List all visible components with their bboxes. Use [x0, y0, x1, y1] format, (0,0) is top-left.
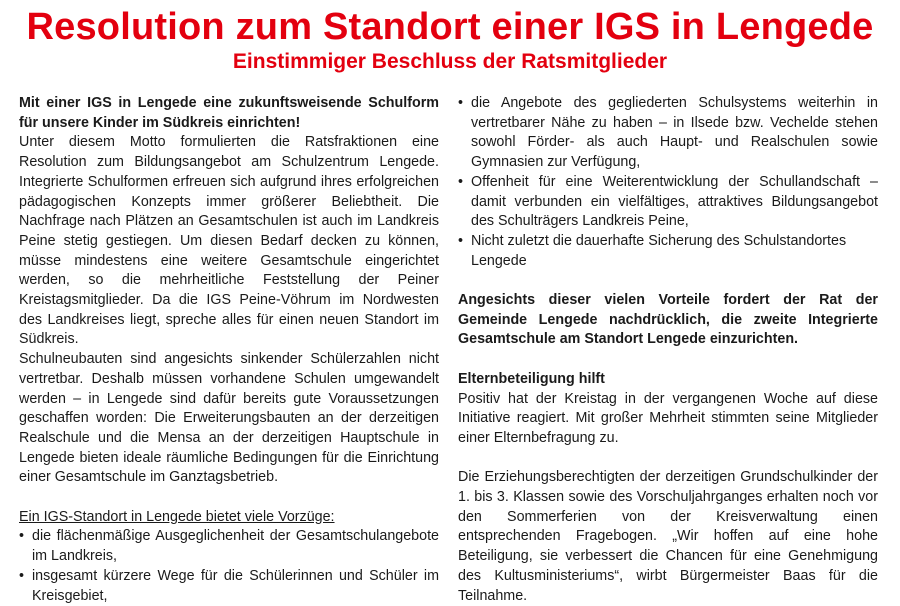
bullet-icon: •	[19, 567, 25, 584]
spacer	[458, 271, 878, 291]
spacer	[19, 488, 439, 508]
advantages-list-part2	[458, 94, 878, 271]
bullet-icon: •	[458, 232, 464, 249]
lead-paragraph: Mit einer IGS in Lengede eine zukunftsweisende Schulform für unsere Kinder im Südkreis einrichten!	[19, 95, 439, 131]
body-paragraph-kreistag: Positiv hat der Kreistag in der vergangenen Woche auf diese Initiative reagiert. Mit großer Mehrheit stimmten seine Mitglieder einer Elternbefragung zu.	[458, 390, 878, 446]
spacer	[458, 350, 878, 370]
list-item	[458, 173, 878, 232]
bullet-icon: •	[19, 528, 25, 545]
bullet-icon: •	[458, 173, 464, 190]
body-paragraph-motto: Unter diesem Motto formulierten die Ratsfraktionen eine Resolution zum Bildungsangebot am Schulzentrum Lengede. Integrierte Schulformen erfreuen sich aufgrund ihres erfolgreichen pädagogischen Konzepts immer größerer Beliebtheit. Die Nachfrage nach Plätzen an Gesamtschulen ist auch im Landkreis Peine stetig gestiegen. Um diesen Bedarf decken zu können, müsse mindestens eine weitere Gesamtschule eingerichtet werden, so die mehrheitliche Feststellung der Peiner Kreistagsmitglieder. Da die IGS Peine-Vöhrum im Nordwesten des Landkreises liegt, spreche alles für einen neuen Standort im Südkreis.	[19, 134, 439, 348]
list-item-text: Nicht zuletzt die dauerhafte Sicherung des Schulstandortes Lengede	[471, 232, 847, 269]
demand-paragraph: Angesichts dieser vielen Vorteile fordert der Rat der Gemeinde Lengede nachdrücklich, die zweite Integrierte Gesamtschule am Standort Lengede einzurichten.	[458, 292, 878, 348]
list-item	[458, 94, 878, 173]
body-paragraph-schulneubauten: Schulneubauten sind angesichts sinkender Schülerzahlen nicht vertretbar. Deshalb müssen vorhandene Schulen umgewandelt werden – in Lengede sind dafür bereits gute Voraussetzungen geschaffen worden: Die Erweiterungsbauten an der derzeitigen Realschule und die Mensa an der derzeitigen Hauptschule in Lengede bieten ideale räumliche Bedingungen für die Einrichtung einer Gesamtschule im Ganztagsbetrieb.	[19, 351, 439, 486]
left-column	[19, 94, 439, 606]
section-heading: Elternbeteiligung hilft	[458, 370, 605, 387]
bullet-icon: •	[458, 95, 464, 111]
page-title: Resolution zum Standort einer IGS in Lengede	[26, 6, 874, 48]
body-paragraph-erziehungsberechtigte: Die Erziehungsberechtigten der derzeitigen Grundschulkinder der 1. bis 3. Klassen sowie des Vorschuljahrganges erhalten noch vor den Sommerferien von der Kreisverwaltung einen entsprechenden Fragebogen. „Wir hoffen auf eine hohe Beteiligung, sie verbessert die Chancen für eine Genehmigung des Kultusministeriums“, wirbt Bürgermeister Baas für die Teilnahme.	[458, 469, 878, 604]
page-subtitle: Einstimmiger Beschluss der Ratsmitglieder	[232, 50, 668, 73]
list-item	[19, 567, 439, 606]
advantages-list-part1	[19, 527, 439, 606]
right-column	[458, 94, 878, 606]
list-heading: Ein IGS-Standort in Lengede bietet viele Vorzüge:	[19, 508, 335, 525]
spacer	[458, 449, 878, 469]
list-item-text: die Angebote des gegliederten Schulsystems weiterhin in vertretbarer Nähe zu haben – in Ilsede bzw. Vechelde stehen sowohl Förder- als auch Haupt- und Realschulen sowie Gymnasien zur Verfügung,	[471, 95, 878, 171]
list-item-text: Offenheit für eine Weiterentwicklung der Schullandschaft – damit verbunden ein vielfältiges, attraktives Bildungsangebot des Schulträgers Landkreis Peine,	[471, 173, 878, 230]
list-item	[19, 527, 439, 566]
list-item-text: insgesamt kürzere Wege für die Schülerinnen und Schüler im Kreisgebiet,	[32, 567, 439, 604]
list-item	[458, 232, 878, 271]
list-item-text: die flächenmäßige Ausgeglichenheit der Gesamtschulangebote im Landkreis,	[32, 528, 439, 565]
